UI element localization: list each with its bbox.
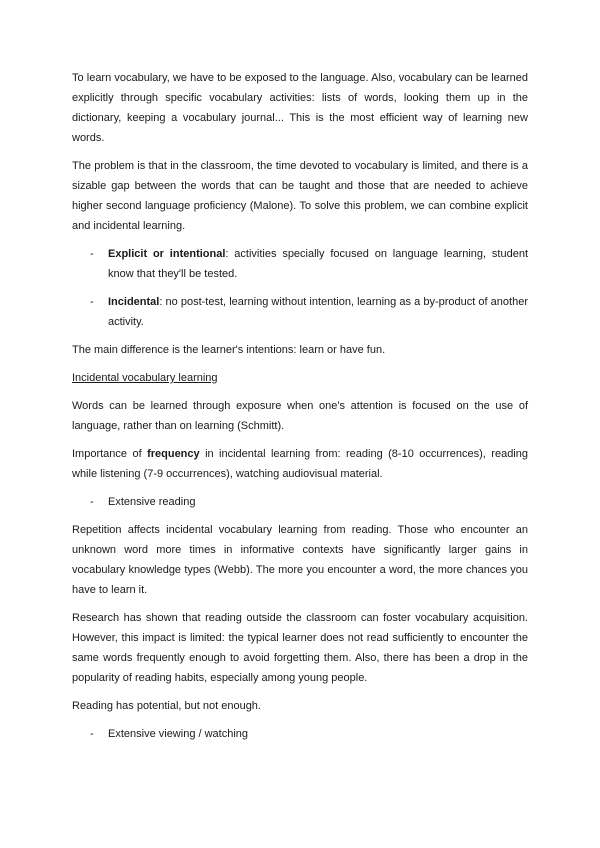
paragraph-problem: The problem is that in the classroom, the time devoted to vocabulary is limited, and there is a sizable gap between the words that can be taught and those that are needed to achieve higher second language proficiency (Malone). To solve this problem, we can combine explicit and incidental learning. bbox=[72, 160, 528, 232]
section-heading: Incidental vocabulary learning bbox=[72, 372, 218, 384]
term-incidental: Incidental bbox=[108, 296, 160, 308]
paragraph-difference: The main difference is the learner's intentions: learn or have fun. bbox=[72, 344, 386, 356]
list-dash: - bbox=[90, 296, 94, 308]
paragraph-intro: To learn vocabulary, we have to be exposed to the language. Also, vocabulary can be learned explicitly through specific vocabulary activities: lists of words, looking them up in the dictionary, keeping a vocabulary journal... This is the most efficient way of learning new words. bbox=[72, 72, 528, 144]
frequency-after: in incidental learning from: reading (8-10 occurrences), reading while listening (7-9 occurrences), watching audiovisual material. bbox=[72, 448, 528, 480]
paragraph-repetition: Repetition affects incidental vocabulary learning from reading. Those who encounter an unknown word more times in informative contexts have significantly larger gains in vocabulary knowledge types (Webb). The more you encounter a word, the more chances you have to learn it. bbox=[72, 524, 528, 596]
list-dash: - bbox=[90, 496, 94, 508]
list-item-body: Extensive viewing / watching bbox=[108, 728, 249, 740]
term-explicit: Explicit or intentional bbox=[108, 248, 226, 260]
frequency-before: Importance of bbox=[72, 448, 148, 460]
paragraph-exposure: Words can be learned through exposure when one's attention is focused on the use of language, rather than on learning (Schmitt). bbox=[72, 400, 528, 432]
definition-explicit: : activities specially focused on language learning, student know that they'll be tested. bbox=[108, 248, 528, 280]
list-item-extensive-viewing bbox=[72, 724, 528, 744]
term-frequency: frequency bbox=[147, 448, 200, 460]
definition-incidental: : no post-test, learning without intention, learning as a by-product of another activity. bbox=[108, 296, 528, 328]
list-item-body bbox=[108, 244, 528, 284]
list-dash: - bbox=[90, 248, 94, 260]
paragraph-frequency bbox=[72, 444, 528, 484]
paragraph-research: Research has shown that reading outside the classroom can foster vocabulary acquisition. However, this impact is limited: the typical learner does not read sufficiently to encounter the same words frequently enough to avoid forgetting them. Also, there has been a drop in the popularity of reading habits, especially among young people. bbox=[72, 612, 528, 684]
list-item-body bbox=[108, 292, 528, 332]
list-item-body: Extensive reading bbox=[108, 496, 196, 508]
paragraph-potential: Reading has potential, but not enough. bbox=[72, 700, 261, 712]
list-item-extensive-reading bbox=[72, 492, 528, 512]
list-item-explicit bbox=[72, 244, 528, 284]
list-item-incidental bbox=[72, 292, 528, 332]
list-dash: - bbox=[90, 728, 94, 740]
